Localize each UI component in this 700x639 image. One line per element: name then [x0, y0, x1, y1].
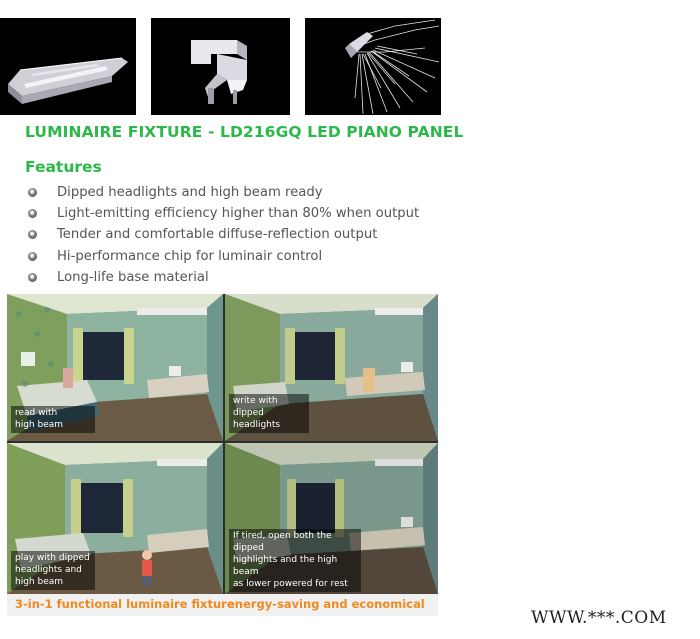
fixture-light-rays-drawing: [305, 18, 441, 115]
watermark-url: WWW.***.COM: [531, 608, 667, 628]
bullet-icon: [28, 230, 37, 239]
feature-item: [28, 246, 419, 267]
room-scenes-grid: [7, 294, 438, 594]
fixture-angle-image: [0, 18, 136, 115]
fixture-angle-drawing: [0, 18, 136, 115]
feature-text: Hi-performance chip for luminair control: [57, 248, 323, 264]
feature-list: [28, 182, 419, 288]
bullet-icon: [28, 209, 37, 218]
feature-item: [28, 267, 419, 288]
bullet-icon: [28, 273, 37, 282]
fixture-front-drawing: [151, 18, 290, 115]
scene-read-high-beam: [7, 294, 223, 441]
bullet-icon: [28, 188, 37, 197]
scene-rest-both-lights: [225, 443, 438, 594]
bullet-icon: [28, 252, 37, 261]
feature-text: Dipped headlights and high beam ready: [57, 185, 323, 201]
feature-item: [28, 182, 419, 203]
tagline-strip: [7, 594, 438, 616]
scene-caption: write with dipped headlights: [229, 394, 309, 433]
scene-play-dipped-high-beam: [7, 443, 223, 594]
product-title: LUMINAIRE FIXTURE - LD216GQ LED PIANO PANEL: [25, 123, 464, 141]
feature-item: [28, 203, 419, 224]
features-heading: Features: [25, 158, 102, 176]
scene-caption: If tired, open both the dipped highlights and the high beam as lower powered for rest: [229, 529, 361, 592]
fixture-light-rays-image: [305, 18, 441, 115]
scene-caption: read with high beam: [11, 406, 95, 433]
feature-text: Long-life base material: [57, 269, 209, 285]
feature-item: [28, 224, 419, 245]
fixture-front-image: [151, 18, 290, 115]
feature-text: Tender and comfortable diffuse-reflection output: [57, 227, 378, 243]
tagline-energy-saving: energy-saving and economical: [227, 597, 425, 611]
scene-caption: play with dipped headlights and high beam: [11, 551, 95, 590]
feature-text: Light-emitting efficiency higher than 80% when output: [57, 206, 420, 222]
tagline-functional: 3-in-1 functional luminaire fixture: [15, 597, 235, 611]
scene-write-dipped: [225, 294, 438, 441]
